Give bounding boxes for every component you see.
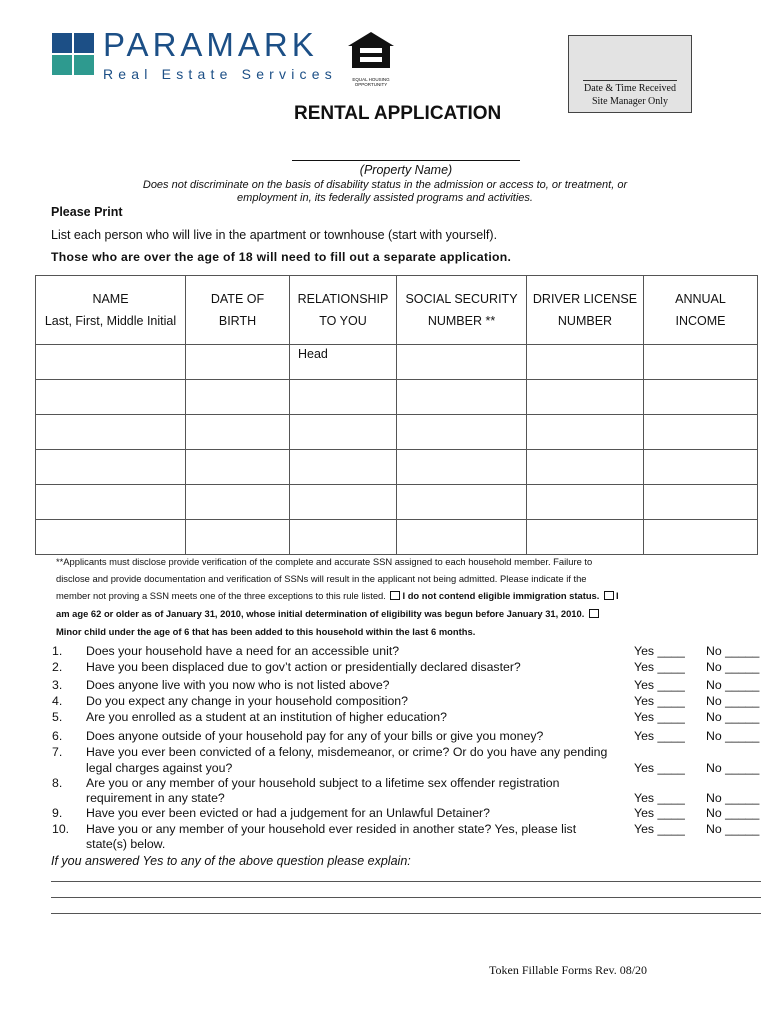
question-number: 5. bbox=[52, 710, 63, 724]
name-cell[interactable] bbox=[36, 450, 186, 485]
yes-answer[interactable]: Yes ____ bbox=[634, 678, 685, 692]
question-number: 4. bbox=[52, 694, 63, 708]
table-header-row bbox=[36, 276, 758, 345]
header-name: NAME Last, First, Middle Initial bbox=[36, 276, 186, 345]
no-answer[interactable]: No _____ bbox=[706, 729, 760, 743]
ssn-note-4: am age 62 or older as of January 31, 2010, whose initial determination of eligibility was begun before January 31, 2010. bbox=[56, 608, 585, 619]
yes-answer[interactable]: Yes ____ bbox=[634, 694, 685, 708]
logo-square-tl bbox=[52, 33, 72, 53]
property-name-label: (Property Name) bbox=[359, 163, 453, 177]
relationship-cell[interactable] bbox=[290, 415, 397, 450]
table-row bbox=[36, 415, 758, 450]
relationship-cell[interactable] bbox=[290, 485, 397, 520]
equal-housing-icon bbox=[346, 30, 396, 87]
relationship-cell[interactable] bbox=[290, 380, 397, 415]
disclaimer-line-2: employment in, its federally assisted programs and activities. bbox=[237, 192, 533, 204]
question-text: Have you or any member of your household ever resided in another state? Yes, please list bbox=[86, 822, 577, 836]
no-answer[interactable]: No _____ bbox=[706, 761, 760, 775]
license-cell[interactable] bbox=[527, 485, 644, 520]
no-answer[interactable]: No _____ bbox=[706, 678, 760, 692]
header-license: DRIVER LICENSE NUMBER bbox=[527, 276, 644, 345]
income-cell[interactable] bbox=[644, 520, 758, 555]
instruction-bold-text: Those who are over the age of 18 will need to fill out a separate application. bbox=[51, 250, 512, 264]
question-number: 3. bbox=[52, 678, 63, 692]
name-cell[interactable] bbox=[36, 380, 186, 415]
yes-answer[interactable]: Yes ____ bbox=[634, 660, 685, 674]
yes-answer[interactable]: Yes ____ bbox=[634, 806, 685, 820]
household-table bbox=[35, 275, 758, 555]
yes-answer[interactable]: Yes ____ bbox=[634, 710, 685, 724]
yes-answer[interactable]: Yes ____ bbox=[634, 761, 685, 775]
dob-cell[interactable] bbox=[186, 415, 290, 450]
no-answer[interactable]: No _____ bbox=[706, 822, 760, 836]
question-text: Are you or any member of your household subject to a lifetime sex offender registration bbox=[86, 776, 560, 790]
question-number: 6. bbox=[52, 729, 63, 743]
dob-cell[interactable] bbox=[186, 485, 290, 520]
income-cell[interactable] bbox=[644, 485, 758, 520]
dob-cell[interactable] bbox=[186, 520, 290, 555]
relationship-cell[interactable] bbox=[290, 345, 397, 380]
question-text: Does anyone live with you now who is not listed above? bbox=[86, 678, 390, 692]
question-text: Are you enrolled as a student at an institution of higher education? bbox=[86, 710, 447, 724]
no-answer[interactable]: No _____ bbox=[706, 710, 760, 724]
question-text: Have you been displaced due to gov’t action or presidentially declared disaster? bbox=[86, 660, 521, 674]
footer-revision: Token Fillable Forms Rev. 08/20 bbox=[489, 963, 648, 977]
ssn-note-3c: I bbox=[615, 590, 619, 601]
ssn-note-line-5: Minor child under the age of 6 that has been added to this household within the last 6 months. bbox=[56, 626, 476, 637]
please-print-label: Please Print bbox=[51, 205, 123, 219]
license-cell[interactable] bbox=[527, 450, 644, 485]
no-answer[interactable]: No _____ bbox=[706, 644, 760, 658]
income-cell[interactable] bbox=[644, 415, 758, 450]
table-row bbox=[36, 485, 758, 520]
table-row bbox=[36, 380, 758, 415]
question-number: 9. bbox=[52, 806, 63, 820]
question-text: Does anyone outside of your household pay for any of your bills or give you money? bbox=[86, 729, 544, 743]
table-row bbox=[36, 345, 758, 380]
logo-square-bl bbox=[52, 55, 72, 75]
name-cell[interactable] bbox=[36, 345, 186, 380]
table-row bbox=[36, 520, 758, 555]
ssn-cell[interactable] bbox=[397, 380, 527, 415]
immigration-checkbox[interactable] bbox=[390, 591, 400, 600]
stamp-signature-line bbox=[583, 80, 677, 81]
date-received-box bbox=[568, 35, 692, 113]
question-text: Have you ever been evicted or had a judgement for an Unlawful Detainer? bbox=[86, 806, 490, 820]
brand-name: PARAMARK bbox=[103, 26, 318, 63]
license-cell[interactable] bbox=[527, 380, 644, 415]
stamp-label-1: Date & Time Received bbox=[584, 83, 676, 94]
dob-cell[interactable] bbox=[186, 345, 290, 380]
license-cell[interactable] bbox=[527, 520, 644, 555]
yes-answer[interactable]: Yes ____ bbox=[634, 729, 685, 743]
explain-line[interactable] bbox=[51, 913, 761, 914]
logo-square-tr bbox=[74, 33, 94, 53]
explain-line[interactable] bbox=[51, 881, 761, 882]
question-text: Does your household have a need for an accessible unit? bbox=[86, 644, 400, 658]
ssn-cell[interactable] bbox=[397, 520, 527, 555]
header-dob: DATE OF BIRTH bbox=[186, 276, 290, 345]
question-number: 7. bbox=[52, 745, 63, 759]
question-text: Have you ever been convicted of a felony, misdemeanor, or crime? Or do you have any pending bbox=[86, 745, 608, 759]
disclaimer-line-1: Does not discriminate on the basis of disability status in the admission or access to, or treatment, or bbox=[142, 179, 628, 191]
ssn-note-3a: member not proving a SSN meets one of the three exceptions to this rule listed. bbox=[56, 590, 386, 601]
question-text-continued: legal charges against you? bbox=[86, 761, 233, 775]
no-answer[interactable]: No _____ bbox=[706, 660, 760, 674]
stamp-label-2: Site Manager Only bbox=[591, 96, 669, 107]
explain-line[interactable] bbox=[51, 897, 761, 898]
ssn-note-line-4 bbox=[56, 605, 676, 623]
no-answer[interactable]: No _____ bbox=[706, 806, 760, 820]
age-62-checkbox[interactable] bbox=[604, 591, 614, 600]
relationship-cell[interactable] bbox=[290, 450, 397, 485]
license-cell[interactable] bbox=[527, 345, 644, 380]
income-cell[interactable] bbox=[644, 345, 758, 380]
income-cell[interactable] bbox=[644, 380, 758, 415]
equal-housing-text: EQUAL HOUSING OPPORTUNITY bbox=[352, 77, 390, 87]
question-number: 8. bbox=[52, 776, 63, 790]
instruction-text: List each person who will live in the apartment or townhouse (start with yourself). bbox=[51, 228, 498, 242]
brand-subtitle: Real Estate Services bbox=[103, 66, 337, 82]
question-text-continued: state(s) below. bbox=[86, 837, 166, 851]
name-cell[interactable] bbox=[36, 415, 186, 450]
question-number: 10. bbox=[52, 822, 70, 836]
no-answer[interactable]: No _____ bbox=[706, 694, 760, 708]
ssn-note-line-3 bbox=[56, 587, 666, 605]
no-answer[interactable]: No _____ bbox=[706, 791, 760, 805]
ssn-cell[interactable] bbox=[397, 415, 527, 450]
question-number: 2. bbox=[52, 660, 63, 674]
question-text: Do you expect any change in your household composition? bbox=[86, 694, 408, 708]
header-ssn: SOCIAL SECURITY NUMBER ** bbox=[397, 276, 527, 345]
yes-answer[interactable]: Yes ____ bbox=[634, 822, 685, 836]
dob-cell[interactable] bbox=[186, 380, 290, 415]
ssn-note-line-2: disclose and provide documentation and verification of SSNs will result in the applicant not being admitted. Please indicate if the bbox=[56, 573, 587, 584]
table-row bbox=[36, 450, 758, 485]
explain-label: If you answered Yes to any of the above question please explain: bbox=[51, 854, 411, 868]
relationship-cell[interactable] bbox=[290, 520, 397, 555]
relationship-head: Head bbox=[298, 347, 328, 361]
ssn-note-3b: I do not contend eligible immigration status. bbox=[402, 590, 600, 601]
question-text-continued: requirement in any state? bbox=[86, 791, 225, 805]
minor-child-checkbox[interactable] bbox=[589, 609, 599, 618]
income-cell[interactable] bbox=[644, 450, 758, 485]
ssn-cell[interactable] bbox=[397, 450, 527, 485]
header-income: ANNUAL INCOME bbox=[644, 276, 758, 345]
yes-answer[interactable]: Yes ____ bbox=[634, 644, 685, 658]
question-number: 1. bbox=[52, 644, 63, 658]
name-cell[interactable] bbox=[36, 485, 186, 520]
ssn-cell[interactable] bbox=[397, 485, 527, 520]
header-relationship: RELATIONSHIP TO YOU bbox=[290, 276, 397, 345]
page-title: RENTAL APPLICATION bbox=[294, 103, 502, 124]
ssn-cell[interactable] bbox=[397, 345, 527, 380]
dob-cell[interactable] bbox=[186, 450, 290, 485]
logo-square-br bbox=[74, 55, 94, 75]
name-cell[interactable] bbox=[36, 520, 186, 555]
ssn-note-line-1: **Applicants must disclose provide verification of the complete and accurate SSN assigned to each household member. Failure to bbox=[56, 556, 593, 567]
property-name-field[interactable] bbox=[292, 160, 520, 161]
yes-answer[interactable]: Yes ____ bbox=[634, 791, 685, 805]
license-cell[interactable] bbox=[527, 415, 644, 450]
